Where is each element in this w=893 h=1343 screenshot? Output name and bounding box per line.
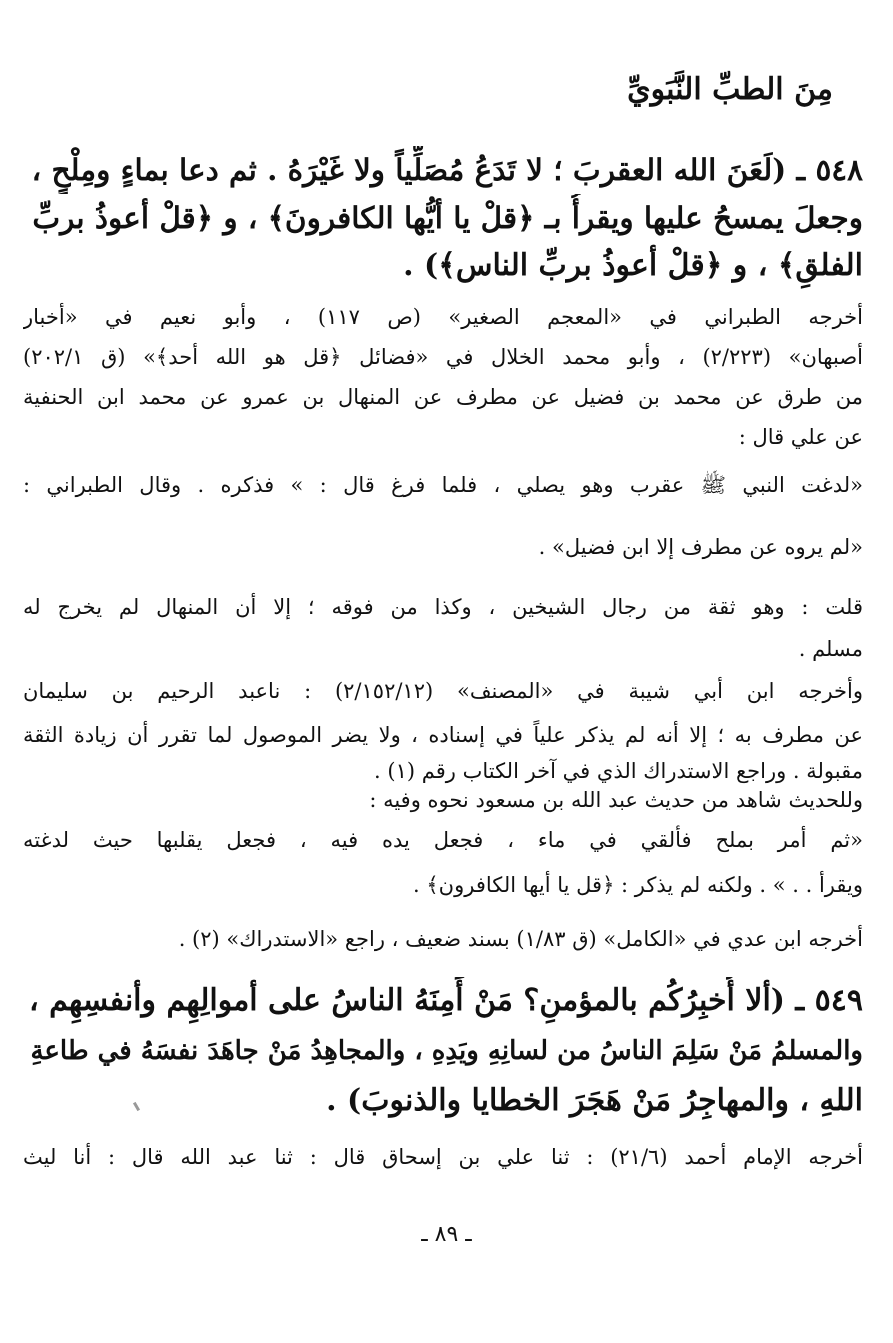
commentary-548-line-14: ويقرأ . . » . ولكنه لم يذكر : ﴿قل يا أيها الكافرون﴾ .: [413, 873, 863, 897]
hadith-548-line-1: ٥٤٨ ـ (لَعَنَ الله العقربَ ؛ لا تَدَعُ مُصَلِّياً ولا غَيْرَهُ . ثم دعا بماءٍ ومِلْحٍ ،: [31, 152, 863, 187]
hadith-548-line-2: وجعلَ يمسحُ عليها ويقرأُ بـ ﴿قلْ يا أيُّها الكافرونَ﴾ ، و ﴿قلْ أعوذُ بربِّ: [32, 200, 863, 235]
commentary-548-line-10: عن مطرف به ؛ إلا أنه لم يذكر علياً في إسناده ، ولا يضر الموصول لما تقرر أن زيادة الثقة: [23, 723, 863, 747]
commentary-549-line-1: أخرجه الإمام أحمد (٢١/٦) : ثنا علي بن إسحاق قال : ثنا عبد الله قال : أنا ليث: [23, 1145, 863, 1169]
running-head: مِنَ الطبِّ النَّبَويِّ: [627, 72, 833, 107]
commentary-548-line-5: «لدغت النبي ﷺ عقرب وهو يصلي ، فلما فرغ قال : » فذكره . وقال الطبراني :: [23, 473, 863, 497]
commentary-548-line-4: عن علي قال :: [738, 425, 863, 449]
commentary-548-line-6: «لم يروه عن مطرف إلا ابن فضيل» .: [538, 535, 863, 559]
commentary-548-line-11: مقبولة . وراجع الاستدراك الذي في آخر الكتاب رقم (١) .: [374, 759, 863, 783]
hadith-548-line-3: الفلقِ﴾ ، و ﴿قلْ أعوذُ بربِّ الناس﴾) .: [403, 248, 863, 283]
commentary-548-line-1: أخرجه الطبراني في «المعجم الصغير» (ص ١١٧) ، وأبو نعيم في «أخبار: [23, 305, 863, 329]
commentary-548-line-7: قلت : وهو ثقة من رجال الشيخين ، وكذا من فوقه ؛ إلا أن المنهال لم يخرج له: [23, 595, 863, 619]
hadith-549-line-1: ٥٤٩ ـ (ألا أُخبِرُكُم بالمؤمنِ؟ مَنْ أَمِنَهُ الناسُ على أموالِهِم وأنفسِهِم ،: [28, 983, 863, 1018]
commentary-548-line-13: «ثم أمر بملح فألقي في ماء ، فجعل يده فيه ، فجعل يقلبها حيث لدغته: [23, 828, 863, 852]
commentary-548-line-9: وأخرجه ابن أبي شيبة في «المصنف» (٢/١٥٢/١٢) : ناعبد الرحيم بن سليمان: [23, 679, 863, 703]
commentary-548-line-8: مسلم .: [798, 637, 863, 661]
commentary-548-line-2: أصبهان» (٢/٢٢٣) ، وأبو محمد الخلال في «فضائل ﴿قل هو الله أحد﴾» (ق ٢٠٢/١): [23, 345, 863, 369]
hadith-549-line-2: والمسلمُ مَنْ سَلِمَ الناسُ من لسانِهِ ويَدِهِ ، والمجاهِدُ مَنْ جاهَدَ نفسَهُ في طاعةِ: [30, 1036, 863, 1066]
page-number: ـ ٨٩ ـ: [421, 1222, 472, 1247]
hadith-549-line-3: اللهِ ، والمهاجِرُ مَنْ هَجَرَ الخطايا والذنوبَ) .: [326, 1083, 863, 1118]
commentary-548-line-12: وللحديث شاهد من حديث عبد الله بن مسعود نحوه وفيه :: [369, 788, 863, 812]
commentary-548-line-3: من طرق عن محمد بن فضيل عن مطرف عن المنهال بن عمرو عن محمد ابن الحنفية: [23, 385, 863, 409]
commentary-548-line-15: أخرجه ابن عدي في «الكامل» (ق ١/٨٣) بسند ضعيف ، راجع «الاستدراك» (٢) .: [178, 927, 863, 951]
